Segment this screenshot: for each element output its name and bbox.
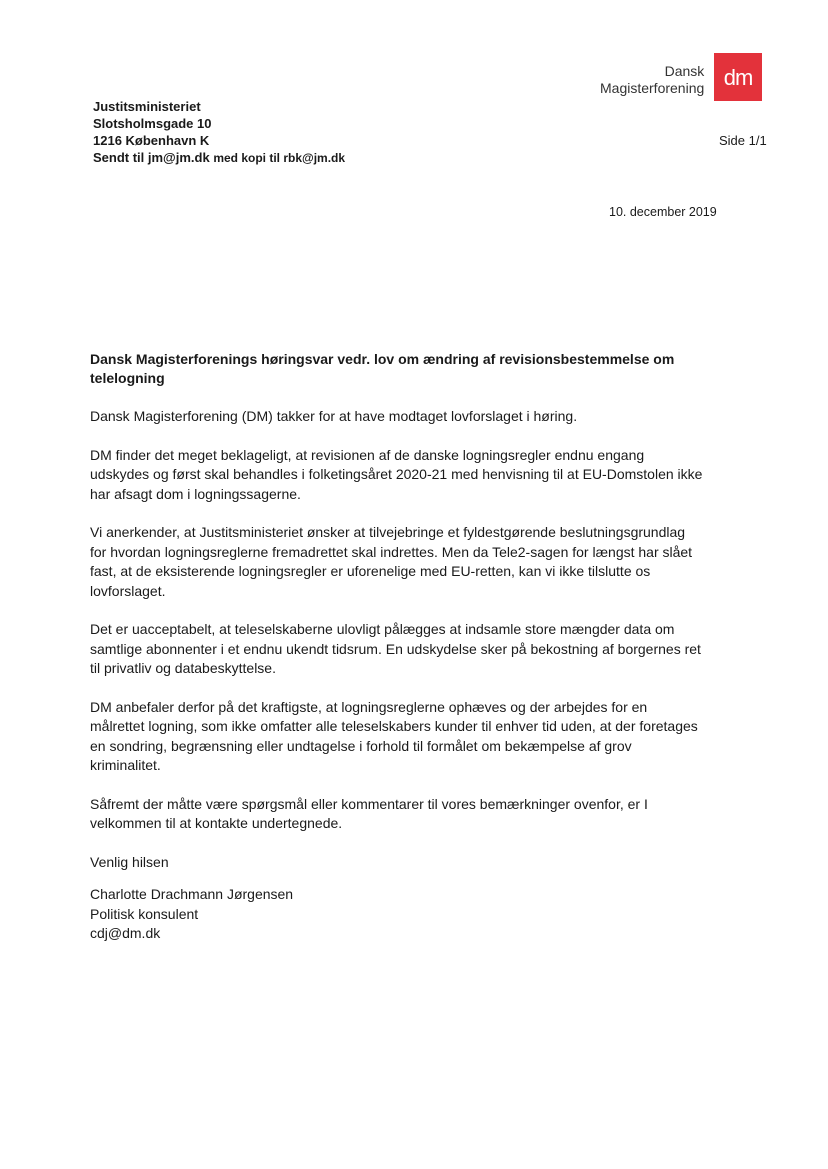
signature-title: Politisk konsulent: [90, 905, 199, 922]
recipient-sent-to: Sendt til jm@jm.dk: [93, 150, 210, 165]
paragraph-6: [90, 795, 740, 834]
signature: [90, 885, 740, 944]
paragraph-line: velkommen til at kontakte undertegnede.: [90, 815, 343, 831]
paragraph-line: Såfremt der måtte være spørgsmål eller kommentarer til vores bemærkninger ovenfor, er I: [90, 795, 648, 812]
letter-body: [90, 350, 740, 944]
recipient-address: [93, 98, 345, 167]
recipient-line-4: [93, 149, 345, 167]
paragraph-line: Det er uacceptabelt, at teleselskaberne ulovligt pålægges at indsamle store mængder data om: [90, 621, 675, 637]
closing: Venlig hilsen: [90, 853, 169, 870]
paragraph-1: [90, 407, 740, 427]
paragraph-line: kriminalitet.: [90, 757, 161, 773]
letter-date: 10. december 2019: [609, 205, 717, 219]
logo-line-1: Dansk: [664, 63, 705, 79]
paragraph-line: har afsagt dom i logningssagerne.: [90, 485, 301, 502]
recipient-line-2: Slotsholmsgade 10: [93, 116, 212, 131]
signature-email: cdj@dm.dk: [90, 925, 161, 941]
paragraph-4: [90, 620, 740, 679]
dm-logo: [600, 53, 762, 101]
logo-mark-text: dm: [724, 65, 753, 90]
paragraph-5: [90, 698, 740, 776]
paragraph-line: udskydes og først skal behandles i folketingsåret 2020-21 med henvisning til at EU-Domstolen ikke: [90, 466, 703, 482]
paragraph-line: en sondring, begrænsning eller undtagelse i forhold til formålet om bekæmpelse af grov: [90, 737, 632, 754]
paragraph-line: for hvordan logningsreglerne fremadrettet skal indrettes. Men da Tele2-sagen for længst har slået: [90, 543, 693, 560]
page-number: Side 1/1: [719, 133, 767, 148]
recipient-copy-to: med kopi til rbk@jm.dk: [213, 151, 346, 165]
paragraph-2: [90, 446, 740, 505]
dm-logo-icon: [714, 53, 762, 101]
letter-subject: Dansk Magisterforenings høringsvar vedr. lov om ændring af revisionsbestemmelse om telelogning: [90, 351, 675, 386]
logo-wordmark: [600, 63, 704, 97]
paragraph-line: til privatliv og databeskyttelse.: [90, 660, 276, 676]
paragraphs: [90, 407, 740, 834]
paragraph-line: Dansk Magisterforening (DM) takker for at have modtaget lovforslaget i høring.: [90, 408, 578, 424]
recipient-line-3: 1216 København K: [93, 133, 210, 148]
signature-name: Charlotte Drachmann Jørgensen: [90, 886, 294, 902]
paragraph-line: samtlige abonnenter i et endnu ukendt tidsrum. En udskydelse sker på bekostning af borgernes ret: [90, 640, 701, 657]
recipient-line-1: Justitsministeriet: [93, 99, 201, 114]
paragraph-line: Vi anerkender, at Justitsministeriet ønsker at tilvejebringe et fyldestgørende beslutningsgrundlag: [90, 524, 686, 540]
paragraph-line: DM anbefaler derfor på det kraftigste, at logningsreglerne ophæves og der arbejdes for en: [90, 698, 648, 715]
paragraph-line: fast, at de eksisterende logningsregler er uforenelige med EU-retten, kan vi ikke tilslutte os: [90, 563, 651, 579]
logo-line-2: Magisterforening: [600, 80, 705, 96]
paragraph-3: [90, 523, 740, 601]
paragraph-line: lovforslaget.: [90, 582, 166, 599]
paragraph-line: målrettet logning, som ikke omfatter alle teleselskabers kunder til enhver tid uden, at der foretages: [90, 718, 698, 734]
paragraph-line: DM finder det meget beklageligt, at revisionen af de danske logningsregler endnu engang: [90, 446, 645, 463]
